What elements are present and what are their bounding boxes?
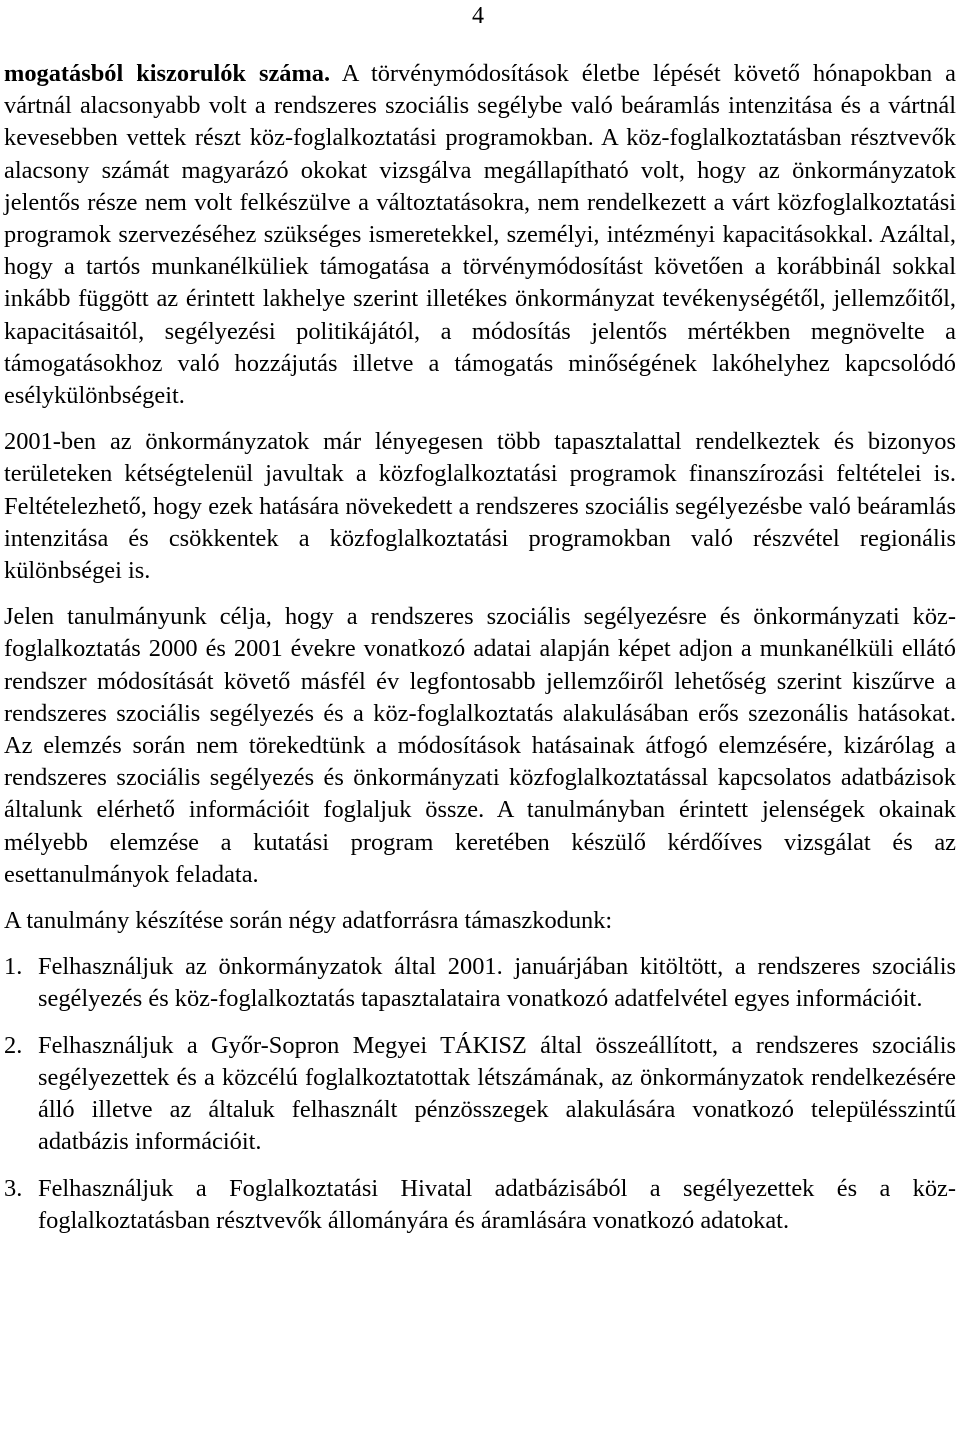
list-item <box>4 951 956 1015</box>
paragraph-1-text: A törvénymódosítások életbe lépését követő hónapokban a vártnál alacsonyabb volt a rendszeres szociális segélybe való beáramlás intenzitása és a vártnál kevesebben vettek részt köz-foglalkoztatási programokban. A köz-foglalkoztatásban résztvevők alacsony számát magyarázó okokat vizsgálva megállapítható volt, hogy az önkormányzatok jelentős része nem volt felkészülve a változtatásokra, nem rendelkezett a várt közfoglalkoztatási programok szervezéséhez szükséges ismeretekkel, személyi, intézményi kapacitásokkal. Azáltal, hogy a tartós munkanélküliek támogatása a törvénymódosítást követően a korábbinál sokkal inkább függött az érintett lakhelye szerint illetékes önkormányzat tevékenységétől, jellemzőitől, kapacitásaitól, segélyezési politikájától, a módosítás jelentős mértékben megnövelte a támogatásokhoz való hozzájutás illetve a támogatás minőségének lakóhelyhez kapcsolódó esélykülönbségeit. <box>4 60 956 410</box>
list-item <box>4 1173 956 1237</box>
list-item-text: Felhasználjuk a Győr-Sopron Megyei TÁKISZ által összeállított, a rendszeres szociális segélyezettek és a közcélú foglalkoztatottak létszámának, az önkormányzatok rendelkezésére álló illetve az általuk felhasznált pénzösszegek alakulására vonatkozó településszintű adatbázis információit. <box>38 1031 956 1156</box>
list-item-text: Felhasználjuk a Foglalkoztatási Hivatal adatbázisából a segélyezettek és a köz-foglalkoztatásban résztvevők állományára és áramlására vonatkozó adatokat. <box>38 1174 956 1234</box>
paragraph-1 <box>4 58 956 412</box>
paragraph-4: A tanulmány készítése során négy adatforrásra támaszkodunk: <box>4 907 613 935</box>
paragraph-2: 2001-ben az önkormányzatok már lényegesen több tapasztalattal rendelkeztek és bizonyos területeken kétségtelenül javultak a közfoglalkoztatási programok finanszírozási feltételei is. Feltételezhető, hogy ezek hatására növekedett a rendszeres szociális segélyezésbe való beáramlás intenzitása és csökkentek a közfoglalkoztatási programokban való részvétel regionális különbségei is. <box>4 428 956 585</box>
page-number: 4 <box>472 3 484 29</box>
data-sources-list <box>4 951 956 1237</box>
list-item-number: 2. <box>4 1031 23 1059</box>
paragraph-1-bold-lead: mogatásból kiszorulók száma. <box>4 60 331 87</box>
document-body <box>4 58 956 1251</box>
list-item-number: 1. <box>4 953 23 981</box>
list-item-number: 3. <box>4 1174 23 1202</box>
paragraph-3: Jelen tanulmányunk célja, hogy a rendszeres szociális segélyezésre és önkormányzati köz-foglalkoztatás 2000 és 2001 évekre vonatkozó adatai alapján képet adjon a munkanélküli ellátó rendszer módosítását követő másfél év legfontosabb jellemzőiről lehetőség szerint kiszűrve a rendszeres szociális segélyezés és a köz-foglalkoztatás alakulásában erős szezonális hatásokat. Az elemzés során nem törekedtünk a módosítások hatásainak átfogó elemzésére, kizárólag a rendszeres szociális segélyezés és önkormányzati közfoglalkoztatással kapcsolatos adatbázisok általunk elérhető információit foglaljuk össze. A tanulmányban érintett jelenségek okainak mélyebb elemzése a kutatási program keretében készülő kérdőíves vizsgálat és az esettanulmányok feladata. <box>4 603 956 888</box>
list-item <box>4 1030 956 1159</box>
list-item-text: Felhasználjuk az önkormányzatok által 2001. januárjában kitöltött, a rendszeres szociális segélyezés és köz-foglalkoztatás tapasztalataira vonatkozó adatfelvétel egyes információit. <box>38 953 956 1013</box>
